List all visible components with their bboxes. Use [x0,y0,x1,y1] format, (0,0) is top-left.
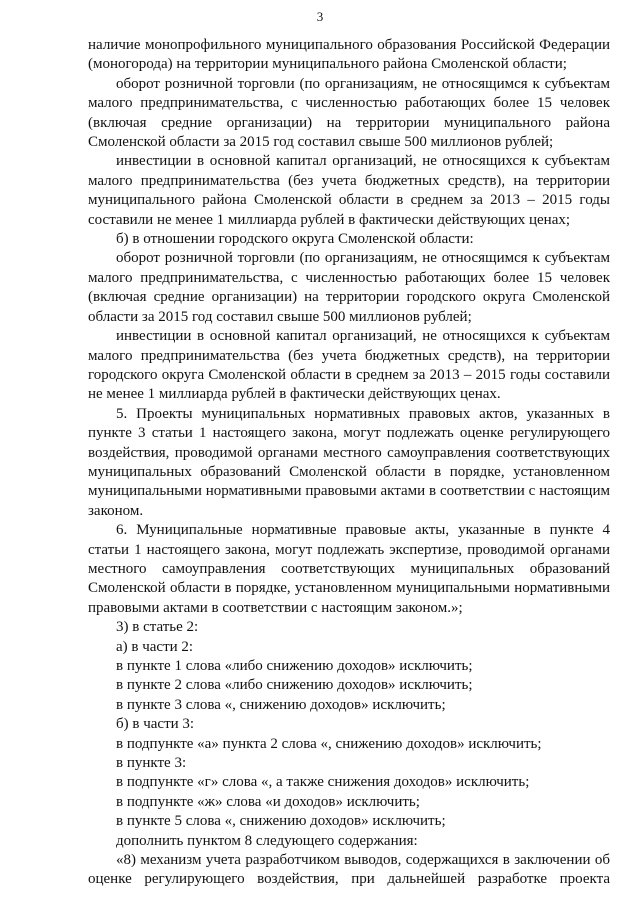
paragraph: наличие монопрофильного муниципального образования Российской Федерации (моногорода) на территории муниципального района Смоленской области; [88,37,610,73]
list-item: дополнить пунктом 8 следующего содержания: [116,832,418,849]
list-item: в подпункте «г» слова «, а также снижения доходов» исключить; [116,774,530,791]
document-body [88,36,610,890]
list-item: в пункте 3: [116,755,187,772]
paragraph: оборот розничной торговли (по организациям, не относящимся к субъектам малого предпринимательства, с численностью работающих более 15 человек (включая средние организации) на территории городского округа Смоленской области за 2015 год составил свыше 500 миллионов рублей; [88,250,610,325]
list-item: в подпункте «а» пункта 2 слова «, снижению доходов» исключить; [116,735,542,752]
list-item: в пункте 3 слова «, снижению доходов» исключить; [116,696,446,713]
paragraph: инвестиции в основной капитал организаций, не относящихся к субъектам малого предпринимательства (без учета бюджетных средств), на территории городского округа Смоленской области в среднем за 2013 – 2015 годы составили не менее 1 миллиарда рублей в фактически действующих ценах. [88,328,610,403]
paragraph: 5. Проекты муниципальных нормативных правовых актов, указанных в пункте 3 статьи 1 настоящего закона, могут подлежать оценке регулирующего воздействия, проводимой органами местного самоуправления соответствующих муниципальных образований Смоленской области в порядке, установленном муниципальными нормативными правовыми актами в соответствии с настоящим законом. [88,405,610,519]
paragraph: 6. Муниципальные нормативные правовые акты, указанные в пункте 4 статьи 1 настоящего закона, могут подлежать экспертизе, проводимой органами местного самоуправления соответствующих муниципальных образований Смоленской области в порядке, установленном муниципальными нормативными правовыми актами в соответствии с настоящим законом.»; [88,522,610,616]
list-item: 3) в статье 2: [116,619,199,636]
list-item: б) в части 3: [116,716,195,733]
list-item: в подпункте «ж» слова «и доходов» исключить; [116,793,420,810]
paragraph: инвестиции в основной капитал организаций, не относящихся к субъектам малого предпринимательства (без учета бюджетных средств), на территории муниципального района Смоленской области в среднем за 2013 – 2015 годы составили не менее 1 миллиарда рублей в фактически действующих ценах; [88,153,610,228]
paragraph: оборот розничной торговли (по организациям, не относящимся к субъектам малого предпринимательства, с численностью работающих более 15 человек (включая средние организации) на территории муниципального района Смоленской области за 2015 год составил свыше 500 миллионов рублей; [88,75,610,151]
page-number: 3 [316,9,324,24]
paragraph: б) в отношении городского округа Смоленской области: [116,231,474,248]
list-item: в пункте 2 слова «либо снижению доходов» исключить; [116,677,473,694]
list-item: в пункте 5 слова «, снижению доходов» исключить; [116,813,446,830]
paragraph: «8) механизм учета разработчиком выводов, содержащихся в заключении об оценке регулирующего воздействия, при дальнейшей разработке проекта [88,852,610,888]
list-item: а) в части 2: [116,638,194,655]
list-item: в пункте 1 слова «либо снижению доходов» исключить; [116,658,473,674]
